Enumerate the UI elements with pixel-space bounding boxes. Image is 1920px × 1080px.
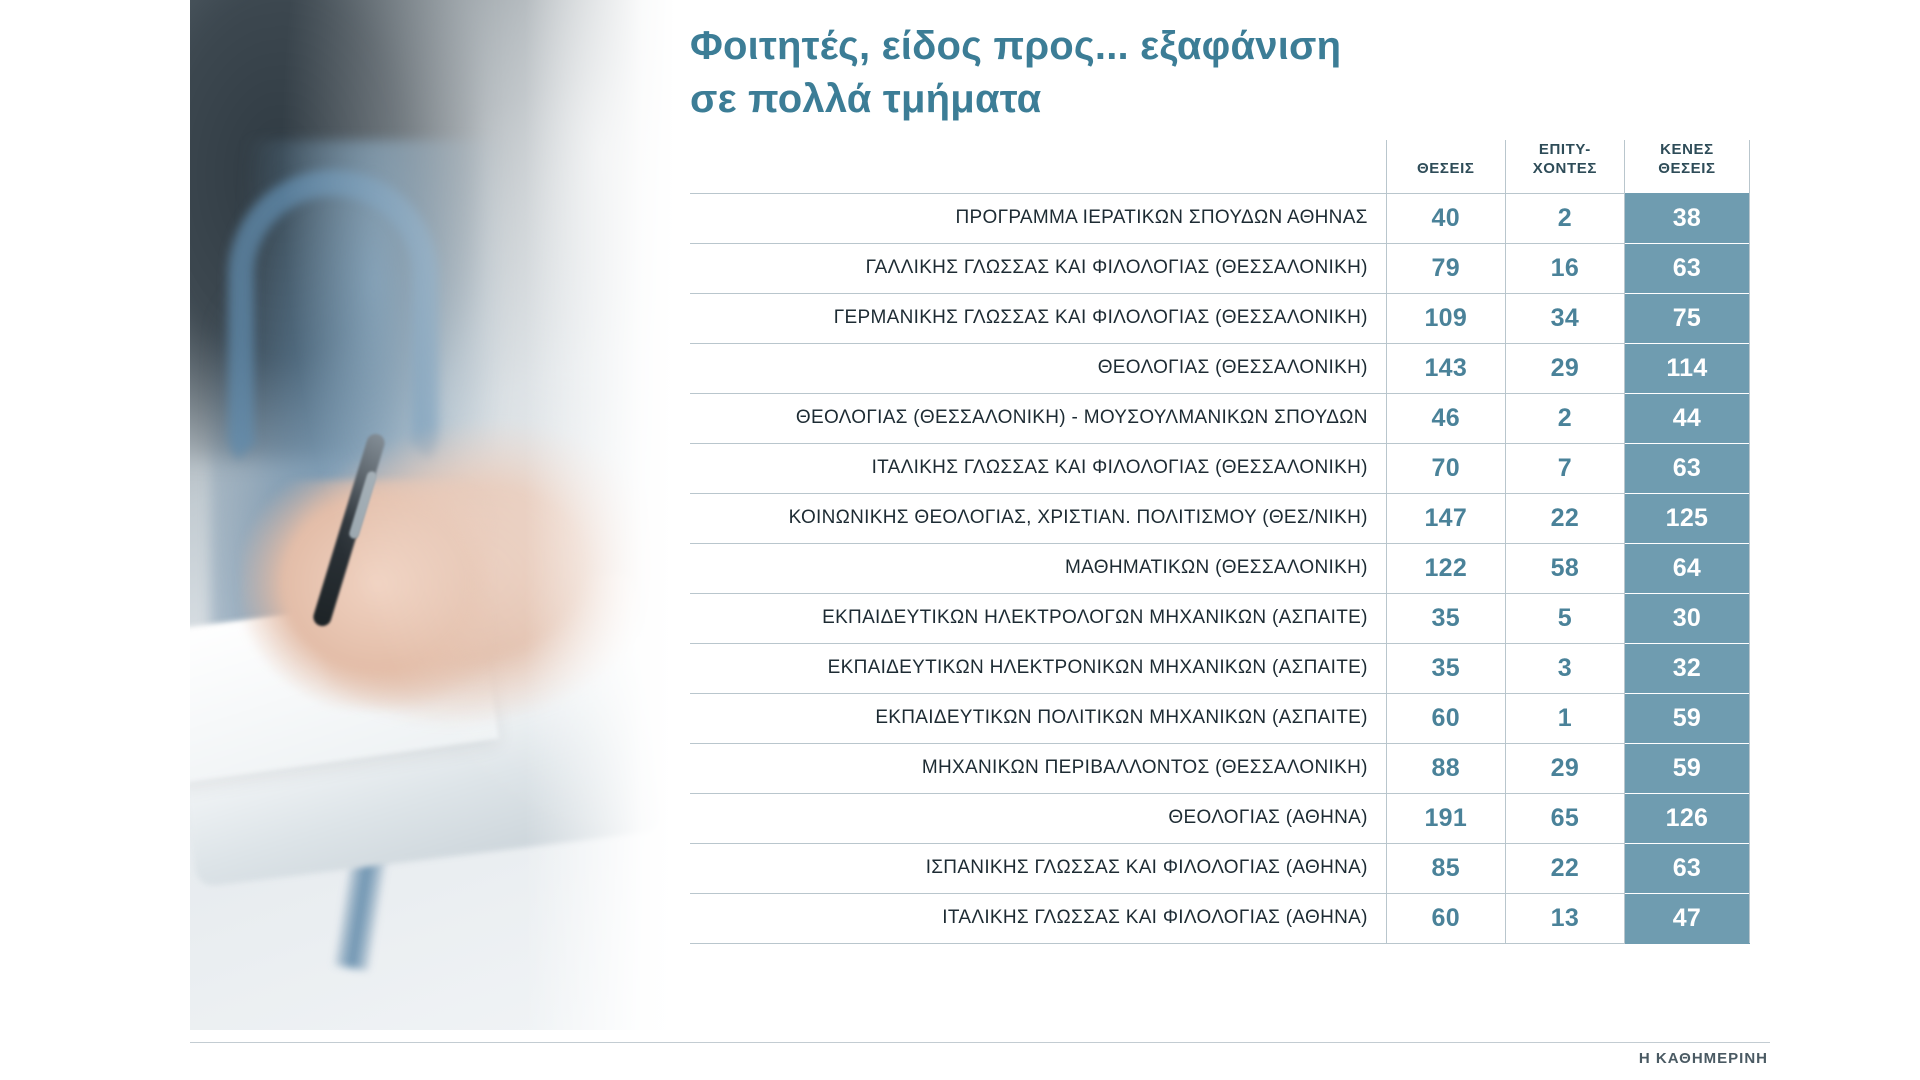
cell-department-name: ΙΣΠΑΝΙΚΗΣ ΓΛΩΣΣΑΣ ΚΑΙ ΦΙΛΟΛΟΓΙΑΣ (ΑΘΗΝΑ) [690,843,1386,893]
column-header-vacant [1624,140,1749,193]
cell-positions: 191 [1386,793,1505,843]
table-head [690,140,1750,193]
cell-positions: 79 [1386,243,1505,293]
cell-positions: 40 [1386,193,1505,243]
cell-department-name: ΠΡΟΓΡΑΜΜΑ ΙΕΡΑΤΙΚΩΝ ΣΠΟΥΔΩΝ ΑΘΗΝΑΣ [690,193,1386,243]
cell-vacant: 126 [1624,793,1749,843]
column-header-department [690,140,1386,193]
page-title-line-1: Φοιτητές, είδος προς... εξαφάνιση [690,24,1342,68]
student-writing-photo [190,0,675,1030]
table-header-row [690,140,1750,193]
cell-vacant: 64 [1624,543,1749,593]
cell-vacant: 44 [1624,393,1749,443]
cell-admitted: 2 [1505,393,1624,443]
cell-department-name: ΓΕΡΜΑΝΙΚΗΣ ΓΛΩΣΣΑΣ ΚΑΙ ΦΙΛΟΛΟΓΙΑΣ (ΘΕΣΣΑΛΟΝΙΚΗ) [690,293,1386,343]
cell-vacant: 75 [1624,293,1749,343]
table-row [690,843,1750,893]
cell-admitted: 1 [1505,693,1624,743]
cell-admitted: 29 [1505,743,1624,793]
cell-admitted: 22 [1505,493,1624,543]
column-header-positions: ΘΕΣΕΙΣ [1386,140,1505,193]
cell-positions: 109 [1386,293,1505,343]
departments-table [690,140,1750,944]
cell-admitted: 16 [1505,243,1624,293]
table-row [690,293,1750,343]
cell-positions: 147 [1386,493,1505,543]
cell-positions: 35 [1386,643,1505,693]
column-header-admitted-line-1: ΕΠΙΤΥ- [1538,141,1591,158]
cell-positions: 35 [1386,593,1505,643]
cell-admitted: 22 [1505,843,1624,893]
cell-admitted: 34 [1505,293,1624,343]
cell-vacant: 63 [1624,443,1749,493]
cell-vacant: 63 [1624,243,1749,293]
cell-positions: 85 [1386,843,1505,893]
cell-department-name: ΙΤΑΛΙΚΗΣ ΓΛΩΣΣΑΣ ΚΑΙ ΦΙΛΟΛΟΓΙΑΣ (ΑΘΗΝΑ) [690,893,1386,943]
table-row [690,543,1750,593]
cell-vacant: 38 [1624,193,1749,243]
cell-vacant: 32 [1624,643,1749,693]
cell-department-name: ΕΚΠΑΙΔΕΥΤΙΚΩΝ ΠΟΛΙΤΙΚΩΝ ΜΗΧΑΝΙΚΩΝ (ΑΣΠΑΙΤΕ) [690,693,1386,743]
column-header-vacant-line-2: ΘΕΣΕΙΣ [1658,159,1716,177]
table-row [690,643,1750,693]
cell-vacant: 114 [1624,343,1749,393]
cell-admitted: 13 [1505,893,1624,943]
page-title-line-2: σε πολλά τμήματα [690,76,1042,121]
cell-department-name: ΚΟΙΝΩΝΙΚΗΣ ΘΕΟΛΟΓΙΑΣ, ΧΡΙΣΤΙΑΝ. ΠΟΛΙΤΙΣΜΟΥ (ΘΕΣ/ΝΙΚΗ) [690,493,1386,543]
cell-department-name: ΘΕΟΛΟΓΙΑΣ (ΑΘΗΝΑ) [690,793,1386,843]
cell-positions: 122 [1386,543,1505,593]
publisher-logo: Η ΚΑΘΗΜΕΡΙΝΗ [1638,1050,1768,1067]
cell-vacant: 30 [1624,593,1749,643]
column-header-admitted-line-2: ΧΟΝΤΕΣ [1532,159,1597,177]
table-row [690,743,1750,793]
cell-positions: 60 [1386,893,1505,943]
cell-admitted: 3 [1505,643,1624,693]
cell-positions: 60 [1386,693,1505,743]
cell-admitted: 5 [1505,593,1624,643]
table-body [690,193,1750,943]
cell-vacant: 125 [1624,493,1749,543]
cell-admitted: 2 [1505,193,1624,243]
cell-vacant: 63 [1624,843,1749,893]
cell-vacant: 59 [1624,743,1749,793]
page-title [690,20,1650,126]
cell-department-name: ΙΤΑΛΙΚΗΣ ΓΛΩΣΣΑΣ ΚΑΙ ΦΙΛΟΛΟΓΙΑΣ (ΘΕΣΣΑΛΟΝΙΚΗ) [690,443,1386,493]
photo-right-fade [525,0,675,1030]
cell-vacant: 47 [1624,893,1749,943]
table-row [690,593,1750,643]
cell-positions: 70 [1386,443,1505,493]
cell-admitted: 65 [1505,793,1624,843]
cell-department-name: ΘΕΟΛΟΓΙΑΣ (ΘΕΣΣΑΛΟΝΙΚΗ) [690,343,1386,393]
table-row [690,793,1750,843]
table-row [690,693,1750,743]
cell-department-name: ΜΑΘΗΜΑΤΙΚΩΝ (ΘΕΣΣΑΛΟΝΙΚΗ) [690,543,1386,593]
cell-admitted: 29 [1505,343,1624,393]
table-row [690,893,1750,943]
data-table-container [690,140,1750,944]
table-row [690,343,1750,393]
column-header-admitted [1505,140,1624,193]
cell-department-name: ΕΚΠΑΙΔΕΥΤΙΚΩΝ ΗΛΕΚΤΡΟΝΙΚΩΝ ΜΗΧΑΝΙΚΩΝ (ΑΣΠΑΙΤΕ) [690,643,1386,693]
cell-department-name: ΕΚΠΑΙΔΕΥΤΙΚΩΝ ΗΛΕΚΤΡΟΛΟΓΩΝ ΜΗΧΑΝΙΚΩΝ (ΑΣΠΑΙΤΕ) [690,593,1386,643]
table-row [690,243,1750,293]
cell-admitted: 7 [1505,443,1624,493]
table-row [690,493,1750,543]
footer-divider [190,1042,1770,1043]
cell-department-name: ΘΕΟΛΟΓΙΑΣ (ΘΕΣΣΑΛΟΝΙΚΗ) - ΜΟΥΣΟΥΛΜΑΝΙΚΩΝ ΣΠΟΥΔΩΝ [690,393,1386,443]
cell-positions: 46 [1386,393,1505,443]
column-header-vacant-line-1: ΚΕΝΕΣ [1660,141,1714,158]
table-row [690,193,1750,243]
cell-positions: 143 [1386,343,1505,393]
cell-department-name: ΜΗΧΑΝΙΚΩΝ ΠΕΡΙΒΑΛΛΟΝΤΟΣ (ΘΕΣΣΑΛΟΝΙΚΗ) [690,743,1386,793]
table-row [690,393,1750,443]
cell-vacant: 59 [1624,693,1749,743]
cell-positions: 88 [1386,743,1505,793]
cell-department-name: ΓΑΛΛΙΚΗΣ ΓΛΩΣΣΑΣ ΚΑΙ ΦΙΛΟΛΟΓΙΑΣ (ΘΕΣΣΑΛΟΝΙΚΗ) [690,243,1386,293]
table-row [690,443,1750,493]
cell-admitted: 58 [1505,543,1624,593]
